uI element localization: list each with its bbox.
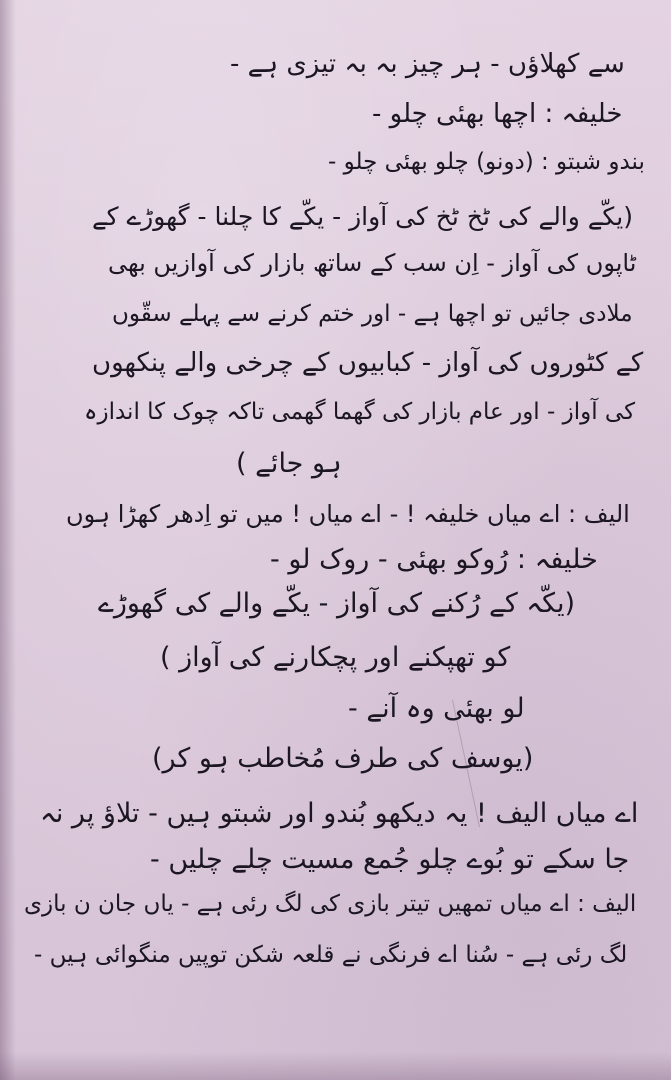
text-line-16: اے میاں الیف ! یہ دیکھو بُندو اور شبتو ہیں - تلاؤ پر نہ (40, 798, 639, 829)
text-line-3: بندو شبتو : (دونو) چلو بھئی چلو - (328, 149, 645, 175)
page-bottom-shadow (0, 1052, 671, 1080)
text-line-1: سے کھلاؤں - ہر چیز بہ بہ تیزی ہے - (230, 49, 625, 79)
text-line-11: خلیفہ : رُوکو بھئی - روک لو - (270, 544, 598, 575)
text-line-12: (یکّہ کے رُکنے کی آواز - یکّے والے کی گھوڑے (98, 588, 576, 619)
text-line-15: (یوسف کی طرف مُخاطب ہو کر) (152, 743, 534, 774)
text-line-8: کی آواز - اور عام بازار کی گھما گھمی تاکہ چوک کا اندازہ (84, 399, 636, 425)
page-left-shadow (0, 0, 16, 1080)
text-line-6: ملادی جائیں تو اچھا ہے - اور ختم کرنے سے پہلے سقّوں (112, 301, 633, 327)
text-line-18: الیف : اے میاں تمھیں تیتر بازی کی لگ رئی ہے - یاں جان ن بازی (24, 891, 637, 917)
text-line-13: کو تھپکنے اور پچکارنے کی آواز ) (160, 642, 511, 673)
text-line-4: (یکّے والے کی ٹخ ٹخ کی آواز - یکّے کا چلنا - گھوڑے کے (92, 202, 633, 231)
text-line-10: الیف : اے میاں خلیفہ ! - اے میاں ! میں تو اِدھر کھڑا ہوں (66, 500, 630, 528)
text-line-7: کے کٹوروں کی آواز - کبابیوں کے چرخی والے پنکھوں (92, 348, 644, 378)
text-line-5: ٹاپوں کی آواز - اِن سب کے ساتھ بازار کی آوازیں بھی (108, 249, 637, 277)
text-line-19: لگ رئی ہے - سُنا اے فرنگی نے قلعہ شکن توپیں منگوائی ہیں - (34, 942, 628, 968)
text-line-14: لو بھئی وہ آنے - (348, 693, 525, 724)
text-line-9: ہو جائے ) (236, 448, 342, 479)
text-line-17: جا سکے تو بُوے چلو جُمع مسیت چلے چلیں - (150, 844, 630, 875)
text-line-2: خلیفہ : اچھا بھئی چلو - (372, 99, 623, 129)
